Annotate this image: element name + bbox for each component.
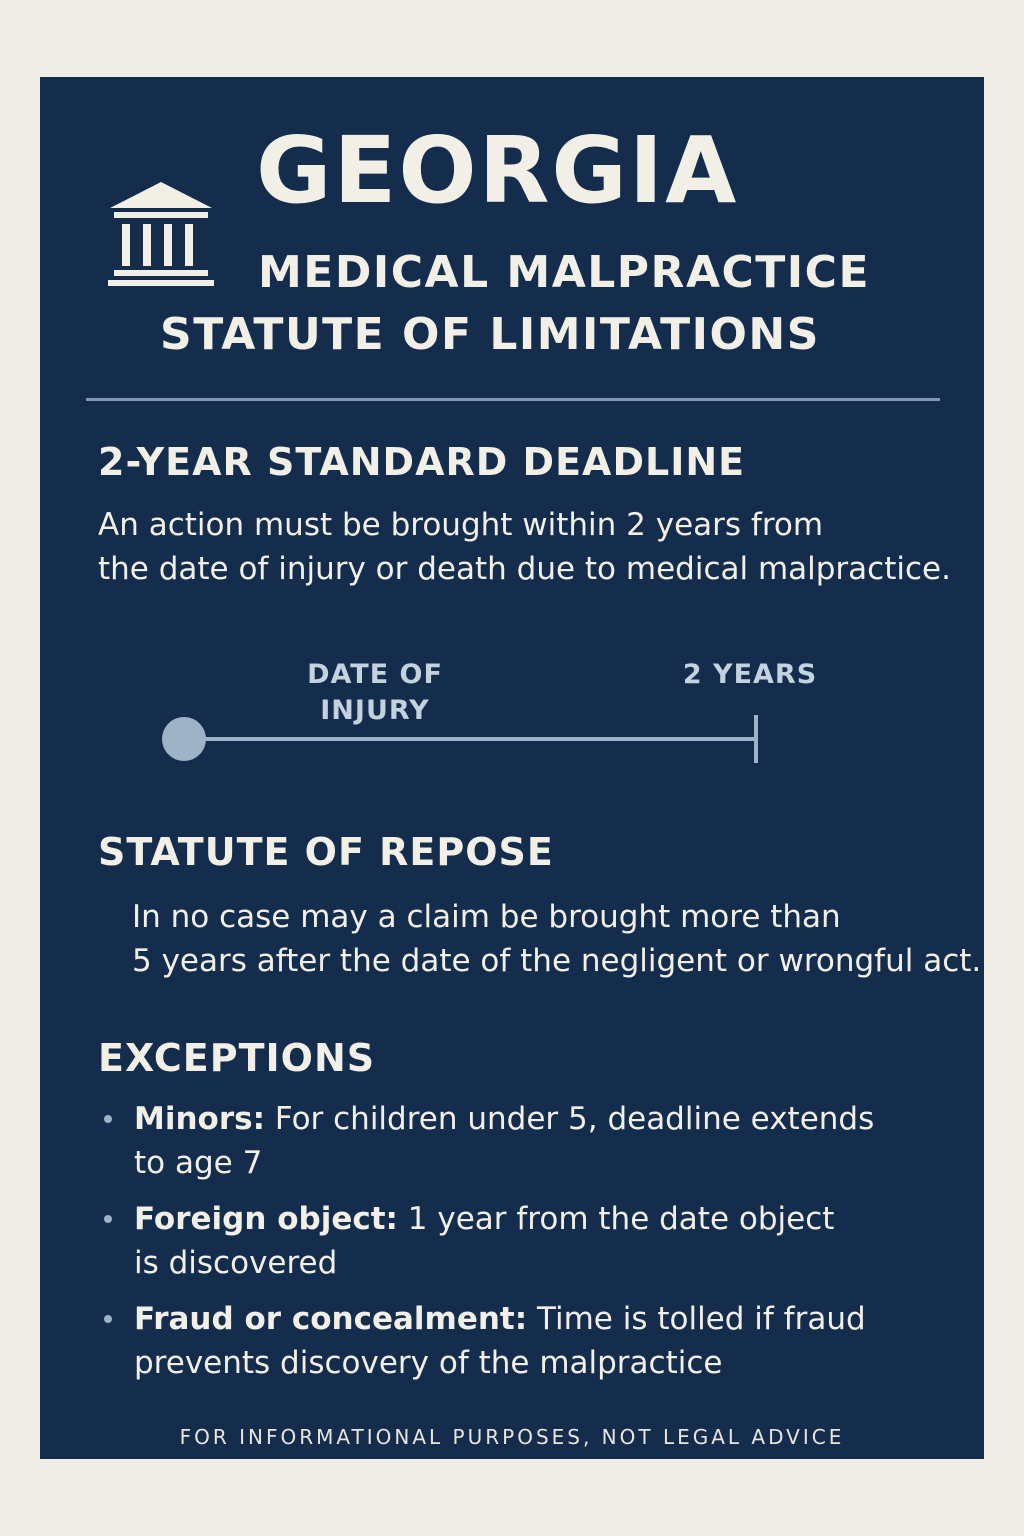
courthouse-icon bbox=[106, 180, 216, 290]
disclaimer-footer: FOR INFORMATIONAL PURPOSES, NOT LEGAL ADVICE bbox=[179, 1425, 845, 1449]
timeline-graphic bbox=[160, 707, 780, 767]
timeline-start-dot bbox=[162, 717, 206, 761]
page-subtitle-line1: MEDICAL MALPRACTICE bbox=[258, 247, 871, 298]
bullet-dot bbox=[104, 1215, 112, 1223]
list-item bbox=[100, 1197, 960, 1285]
exceptions-list bbox=[100, 1097, 960, 1397]
timeline bbox=[160, 657, 818, 777]
repose-line1: In no case may a claim be brought more than bbox=[132, 899, 841, 935]
exceptions-heading: EXCEPTIONS bbox=[98, 1036, 376, 1080]
exception-term: Foreign object: bbox=[134, 1201, 398, 1237]
page-subtitle-line2: STATUTE OF LIMITATIONS bbox=[160, 309, 820, 360]
repose-heading: STATUTE OF REPOSE bbox=[98, 830, 554, 874]
repose-line2: 5 years after the date of the negligent or wrongful act. bbox=[132, 943, 982, 979]
exception-text: Time is tolled if fraud bbox=[527, 1301, 866, 1337]
standard-deadline-heading: 2-YEAR STANDARD DEADLINE bbox=[98, 440, 746, 484]
timeline-start-label-line1: DATE OF bbox=[307, 659, 443, 690]
timeline-end-label: 2 YEARS bbox=[682, 659, 818, 690]
timeline-start-label-line2: INJURY bbox=[320, 695, 430, 726]
info-card bbox=[40, 77, 984, 1459]
exception-term: Minors: bbox=[134, 1101, 265, 1137]
page-title: GEORGIA bbox=[256, 117, 739, 224]
list-item bbox=[100, 1297, 960, 1385]
standard-deadline-line2: the date of injury or death due to medical malpractice. bbox=[98, 551, 951, 587]
exception-text-cont: prevents discovery of the malpractice bbox=[134, 1345, 723, 1381]
standard-deadline-line1: An action must be brought within 2 years from bbox=[98, 507, 824, 543]
exception-text-cont: to age 7 bbox=[134, 1145, 263, 1181]
exception-term: Fraud or concealment: bbox=[134, 1301, 528, 1337]
divider bbox=[86, 398, 940, 401]
bullet-dot bbox=[104, 1115, 112, 1123]
bullet-dot bbox=[104, 1315, 112, 1323]
exception-text: 1 year from the date object bbox=[397, 1201, 835, 1237]
exception-text-cont: is discovered bbox=[134, 1245, 338, 1281]
list-item bbox=[100, 1097, 960, 1185]
exception-text: For children under 5, deadline extends bbox=[264, 1101, 875, 1137]
